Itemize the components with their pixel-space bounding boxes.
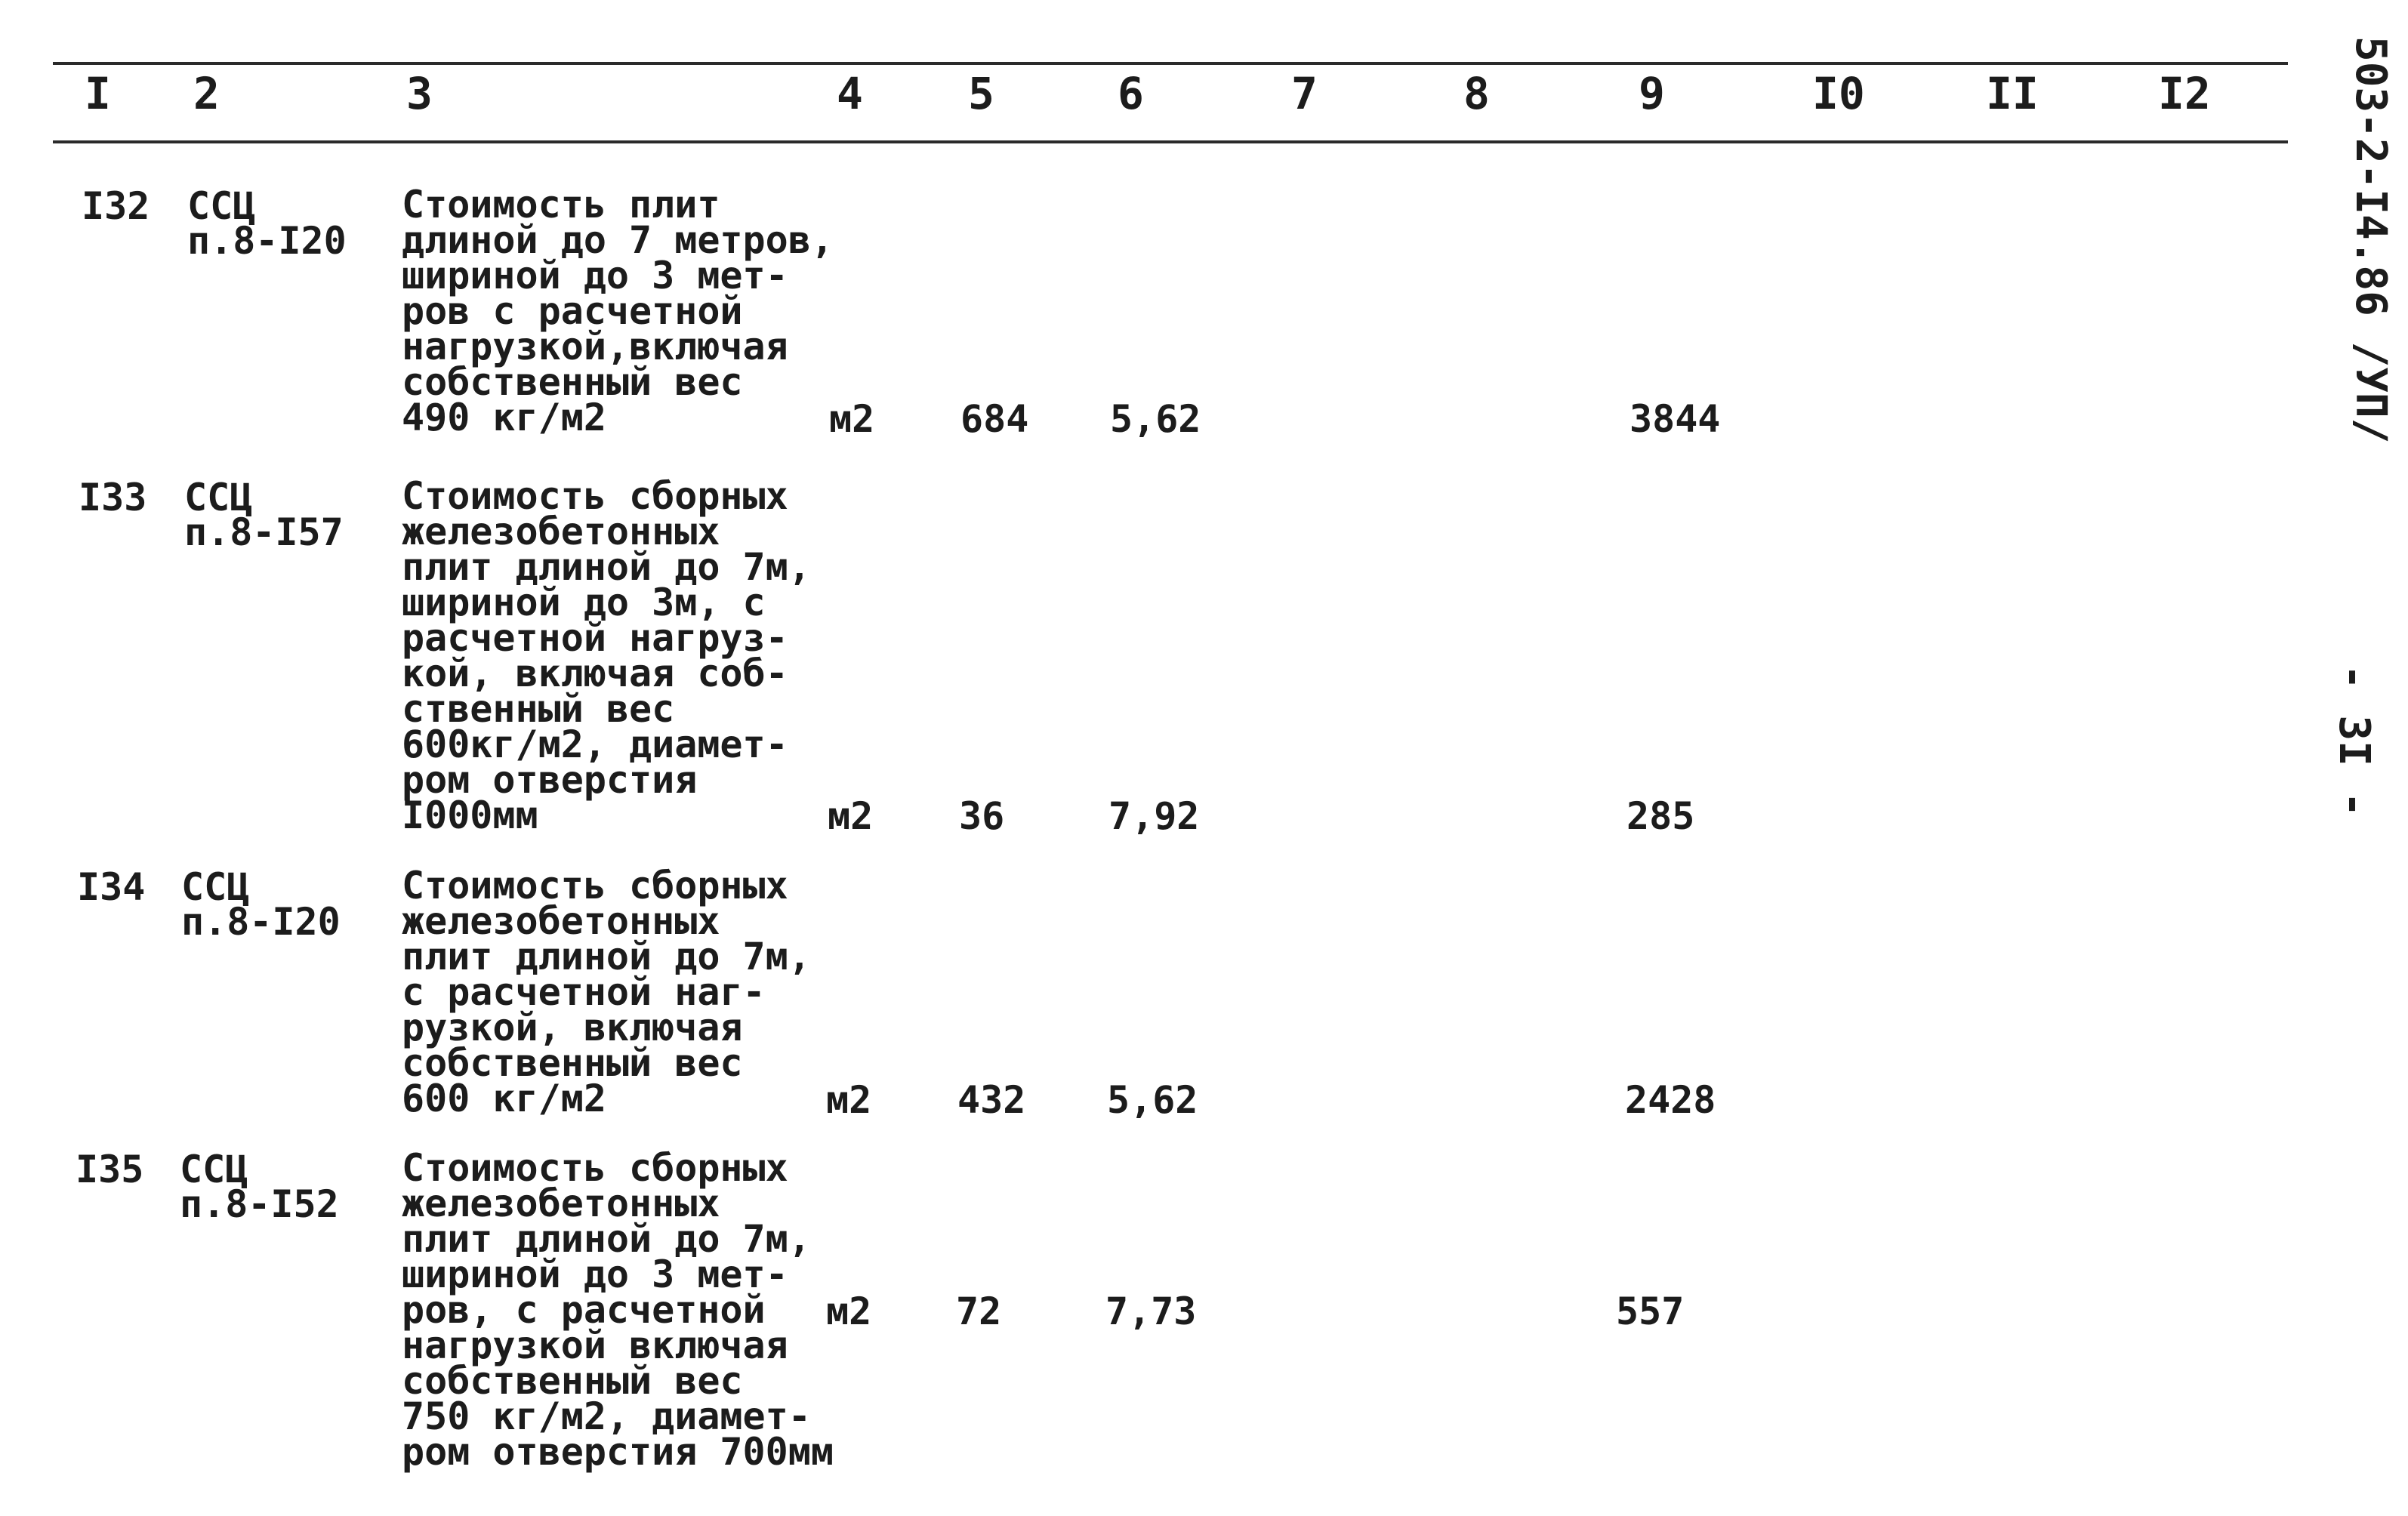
description-line: Стоимость плит xyxy=(402,183,720,226)
row-number: I32 xyxy=(82,184,150,228)
row-reference-source: ССЦ xyxy=(181,865,250,909)
description-line: 600 кг/м2 xyxy=(402,1077,606,1120)
description-line: шириной до 3 мет- xyxy=(402,254,788,297)
row-quantity: 432 xyxy=(957,1078,1026,1122)
row-reference-source: ССЦ xyxy=(187,184,256,228)
description-line: с расчетной наг- xyxy=(402,970,766,1014)
column-header-10: I0 xyxy=(1812,68,1865,119)
row-reference-item: п.8-I57 xyxy=(184,510,344,554)
description-line: железобетонных xyxy=(402,899,720,943)
row-unit: м2 xyxy=(826,1078,872,1122)
description-line: ров, с расчетной xyxy=(402,1288,766,1332)
table-header-rule xyxy=(53,140,2288,143)
row-quantity: 684 xyxy=(960,397,1029,441)
column-header-1: I xyxy=(85,68,111,119)
description-line: нагрузкой,включая xyxy=(402,325,788,368)
page-number: - 3I - xyxy=(2329,664,2379,818)
description-line: 490 кг/м2 xyxy=(402,396,606,439)
row-total-cost: 3844 xyxy=(1629,397,1721,441)
description-line: шириной до 3 мет- xyxy=(402,1253,788,1296)
row-unit: м2 xyxy=(826,1290,872,1333)
row-reference-item: п.8-I52 xyxy=(180,1182,339,1226)
description-line: ственный вес xyxy=(402,687,675,731)
column-header-8: 8 xyxy=(1463,68,1490,119)
description-line: железобетонных xyxy=(402,510,720,553)
row-quantity: 36 xyxy=(959,794,1005,838)
description-line: плит длиной до 7м, xyxy=(402,935,811,978)
description-line: собственный вес xyxy=(402,1359,743,1403)
row-number: I34 xyxy=(77,865,146,909)
row-description xyxy=(402,474,825,837)
row-description xyxy=(402,183,834,439)
row-number: I35 xyxy=(76,1148,144,1191)
description-line: ром отверстия 700мм xyxy=(402,1430,834,1474)
column-header-7: 7 xyxy=(1291,68,1318,119)
row-total-cost: 285 xyxy=(1626,794,1695,838)
row-unit-price: 5,62 xyxy=(1107,1078,1198,1122)
description-line: ром отверстия xyxy=(402,758,698,802)
row-reference-item: п.8-I20 xyxy=(181,900,341,944)
row-unit-price: 5,62 xyxy=(1110,397,1201,441)
row-unit: м2 xyxy=(829,397,875,441)
column-header-9: 9 xyxy=(1639,68,1665,119)
row-total-cost: 2428 xyxy=(1625,1078,1716,1122)
description-line: рузкой, включая xyxy=(402,1006,743,1049)
description-line: I000мм xyxy=(402,793,538,837)
row-description xyxy=(402,864,825,1120)
row-unit: м2 xyxy=(828,794,874,838)
description-line: плит длиной до 7м, xyxy=(402,545,811,589)
row-number: I33 xyxy=(79,476,147,519)
row-reference-item: п.8-I20 xyxy=(187,219,347,263)
column-header-12: I2 xyxy=(2158,68,2211,119)
row-total-cost: 557 xyxy=(1616,1290,1685,1333)
column-header-2: 2 xyxy=(193,68,220,119)
column-header-3: 3 xyxy=(406,68,433,119)
description-line: нагрузкой включая xyxy=(402,1323,788,1367)
row-reference-source: ССЦ xyxy=(180,1148,248,1191)
description-line: расчетной нагруз- xyxy=(402,616,788,660)
column-header-4: 4 xyxy=(837,68,863,119)
description-line: плит длиной до 7м, xyxy=(402,1217,811,1261)
row-quantity: 72 xyxy=(956,1290,1002,1333)
table-top-rule xyxy=(53,62,2288,65)
description-line: 600кг/м2, диамет- xyxy=(402,723,788,766)
description-line: шириной до 3м, с xyxy=(402,581,766,624)
description-line: собственный вес xyxy=(402,360,743,404)
row-unit-price: 7,92 xyxy=(1108,794,1200,838)
description-line: собственный вес xyxy=(402,1041,743,1085)
row-unit-price: 7,73 xyxy=(1105,1290,1197,1333)
row-description xyxy=(402,1146,834,1474)
row-reference-source: ССЦ xyxy=(184,476,253,519)
description-line: ров с расчетной xyxy=(402,289,743,333)
column-header-11: II xyxy=(1986,68,2039,119)
description-line: Стоимость сборных xyxy=(402,1146,788,1190)
column-header-6: 6 xyxy=(1118,68,1144,119)
description-line: длиной до 7 метров, xyxy=(402,218,834,262)
description-line: Стоимость сборных xyxy=(402,864,788,907)
description-line: Стоимость сборных xyxy=(402,474,788,518)
column-header-5: 5 xyxy=(968,68,994,119)
description-line: кой, включая соб- xyxy=(402,652,788,695)
description-line: железобетонных xyxy=(402,1182,720,1225)
document-code: 503-2-I4.86 /УП/ xyxy=(2346,36,2395,444)
description-line: 750 кг/м2, диамет- xyxy=(402,1394,811,1438)
